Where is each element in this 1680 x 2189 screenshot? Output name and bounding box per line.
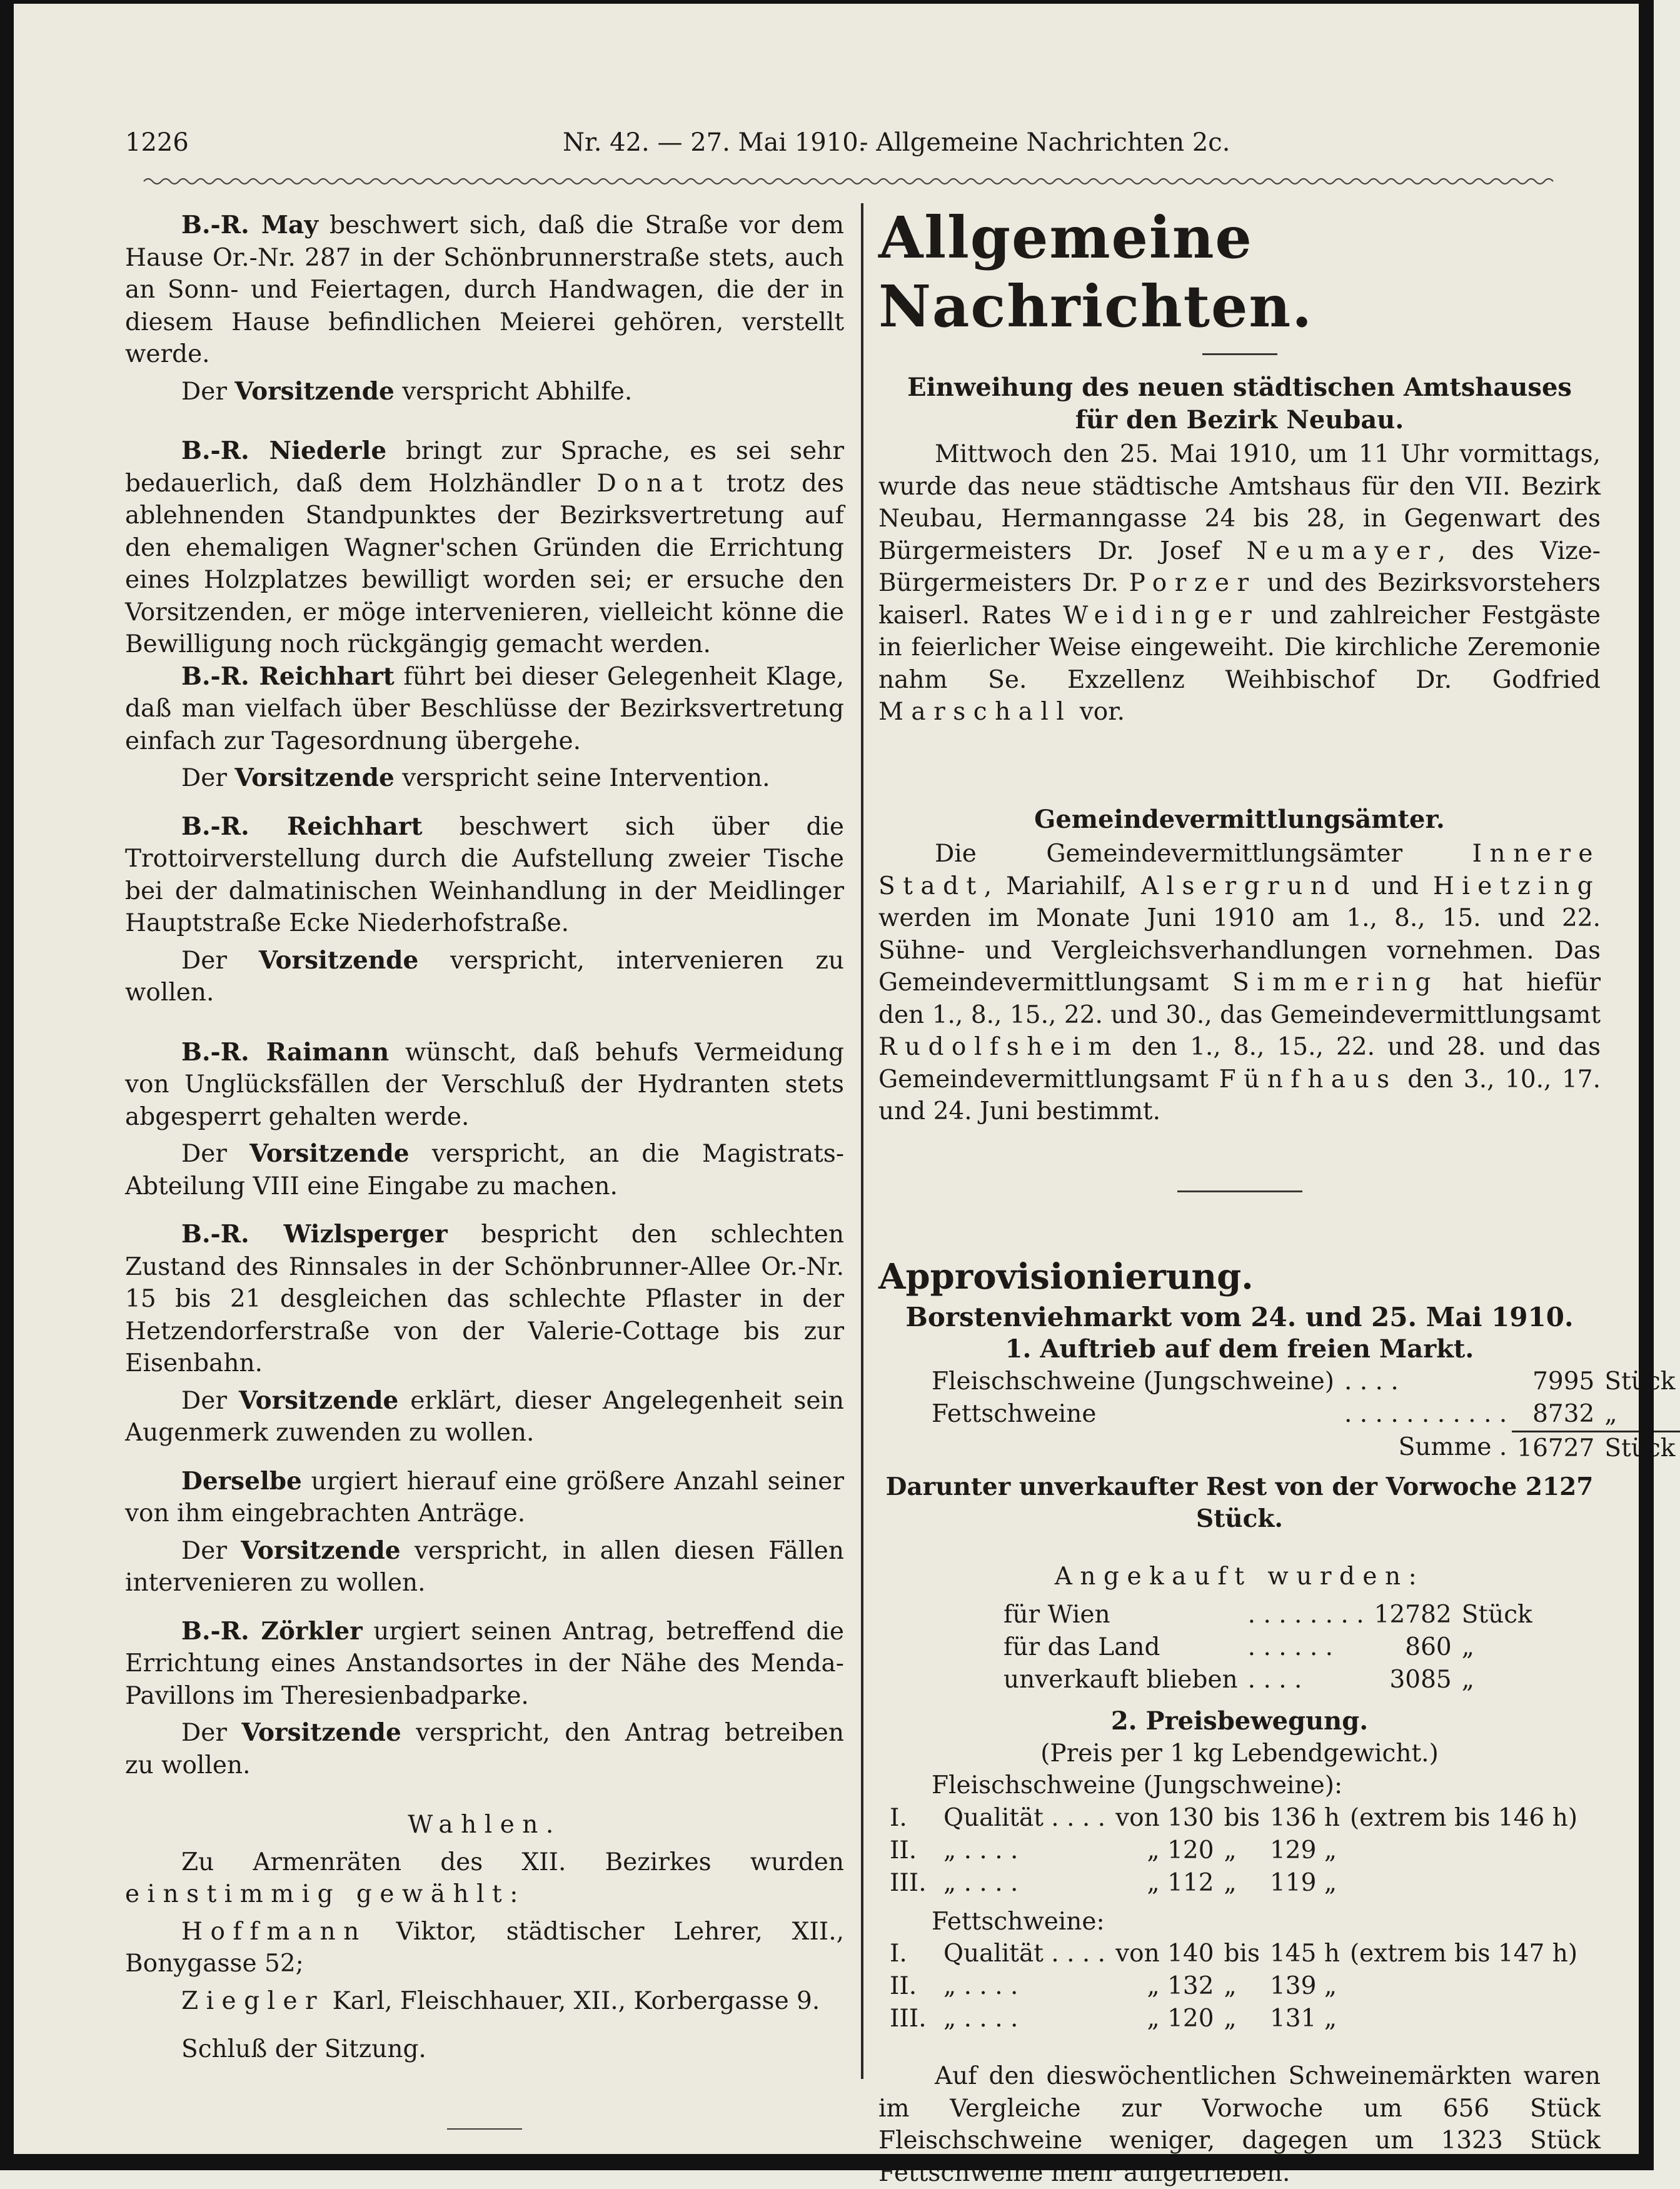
auftrieb-table bbox=[932, 1366, 1680, 1465]
wahlen-name-1: Hoffmann Viktor, städtischer Lehrer, XII., Bonygasse 52; bbox=[125, 1917, 844, 1978]
darunter-line: Darunter unverkaufter Rest von der Vorwoche 2127 Stück. bbox=[885, 1472, 1594, 1533]
section-title: - Allgemeine Nachrichten 2c. bbox=[860, 128, 1230, 157]
article-title-amtshaus: Einweihung des neuen städtischen Amtshauses für den Bezirk Neubau. bbox=[907, 373, 1572, 435]
reply-may: Der Vorsitzende verspricht Abhilfe. bbox=[181, 376, 633, 406]
page-header bbox=[125, 128, 1576, 178]
section-rule bbox=[1177, 1190, 1302, 1192]
closing-line: Schluß der Sitzung. bbox=[181, 2035, 426, 2063]
preis-title: 2. Preisbewegung. bbox=[1110, 1706, 1369, 1736]
reply-zoerkler: Der Vorsitzende verspricht, den Antrag betreiben zu wollen. bbox=[125, 1718, 845, 1779]
paragraph-wizlsperger: B.-R. Wizlsperger bespricht den schlechten Zustand des Rinnsales in der Schönbrunner-Allee Or.-Nr. 15 bis 21 desgleichen das schlechte Pflaster in der Hetzendorferstraße von der Valerie-Cottage bis zur Eisenbahn. bbox=[125, 1220, 844, 1377]
paragraph-derselbe: Derselbe urgiert hierauf eine größere Anzahl seiner von ihm eingebrachten Anträge. bbox=[125, 1466, 844, 1527]
paragraph-reichhart-2: B.-R. Reichhart beschwert sich über die Trottoirverstellung durch die Aufstellung zweier Tische bei der dalmatinischen Weinhandlung in der Meidlinger Hauptstraße Ecke Niederhofstraße. bbox=[125, 812, 844, 937]
section-heading: Allgemeine Nachrichten. bbox=[878, 204, 1313, 340]
table-row: Fettschweine . . . . . . . . . . . 8732 „ bbox=[932, 1398, 1680, 1432]
angekauft-table bbox=[1003, 1599, 1537, 1696]
issue-info: Nr. 42. — 27. Mai 1910. bbox=[563, 128, 867, 157]
column-divider bbox=[861, 203, 863, 2079]
reply-reichhart-1: Der Vorsitzende verspricht seine Intervention. bbox=[181, 763, 770, 792]
fleisch-label: Fleischschweine (Jungschweine): bbox=[932, 1771, 1343, 1799]
end-rule bbox=[447, 2128, 522, 2130]
table-row: für das Land . . . . . . 860 „ bbox=[1003, 1633, 1474, 1661]
angekauft-title: Angekauft wurden: bbox=[1054, 1562, 1425, 1591]
table-row: Summe . 16727 Stück bbox=[1398, 1433, 1676, 1462]
paragraph-zoerkler: B.-R. Zörkler urgiert seinen Antrag, betreffend die Errichtung eines Anstandsortes in der Nähe des Menda-Pavillons im Theresienbadparke. bbox=[125, 1616, 844, 1710]
left-column bbox=[125, 209, 844, 2130]
reply-wizlsperger: Der Vorsitzende erklärt, dieser Angelegenheit sein Augenmerk zuwenden zu wollen. bbox=[125, 1386, 844, 1447]
paragraph-raimann: B.-R. Raimann wünscht, daß behufs Vermeidung von Unglücksfällen der Verschluß der Hydranten stets abgesperrt gehalten werde. bbox=[125, 1037, 844, 1131]
reply-reichhart-2: Der Vorsitzende verspricht, intervenieren zu wollen. bbox=[125, 945, 844, 1007]
table-row: Fleischschweine (Jungschweine) . . . . 7995 Stück bbox=[932, 1367, 1676, 1396]
preis-subtitle: (Preis per 1 kg Lebendgewicht.) bbox=[1040, 1739, 1439, 1768]
table-row: III. „ . . . . „ 112 „ 119 „ bbox=[890, 1868, 1337, 1897]
reply-raimann: Der Vorsitzende verspricht, an die Magistrats-Abteilung VIII eine Eingabe zu machen. bbox=[125, 1139, 844, 1200]
wahlen-name-2: Ziegler Karl, Fleischhauer, XII., Korbergasse 9. bbox=[181, 1986, 820, 2015]
table-row: III. „ . . . . „ 120 „ 131 „ bbox=[890, 2005, 1337, 2033]
reply-derselbe: Der Vorsitzende verspricht, in allen diesen Fällen intervenieren zu wollen. bbox=[125, 1536, 844, 1597]
page-number: 1226 bbox=[125, 128, 189, 157]
fett-price-table bbox=[885, 1938, 1582, 2035]
table-row: für Wien . . . . . . . . 12782 Stück bbox=[1003, 1601, 1532, 1629]
article-body-vermittlung: Die Gemeindevermittlungsämter Innere Stadt, Mariahilf, Alsergrund und Hietzing werden im Monate Juni 1910 am 1., 8., 15. und 22. Sühne- und Vergleichsverhandlungen vornehmen. Das Gemeindevermittlungsamt Simmering hat hiefür den 1., 8., 15., 22. und 30., das Gemeindevermittlungsamt Rudolfsheim den 1., 8., 15., 22. und 28. und das Gemeindevermittlungsamt Fünfhaus den 3., 10., 17. und 24. Juni bestimmt. bbox=[878, 840, 1601, 1125]
paragraph-may: B.-R. May beschwert sich, daß die Straße vor dem Hause Or.-Nr. 287 in der Schönbrunnerstraße stets, auch an Sonn- und Feiertagen, durch Handwagen, die der in diesem Hause befindlichen Meierei gehören, verstellt werde. bbox=[125, 211, 844, 368]
wahlen-intro: Zu Armenräten des XII. Bezirkes wurden einstimmig gewählt: bbox=[125, 1848, 844, 1908]
fett-label: Fettschweine: bbox=[932, 1907, 1105, 1936]
heading-rule bbox=[1202, 353, 1277, 355]
table-row: unverkauft blieben . . . . 3085 „ bbox=[1003, 1666, 1474, 1694]
borstenvieh-title: Borstenviehmarkt vom 24. und 25. Mai 1910. bbox=[905, 1301, 1574, 1332]
paragraph-niederle: B.-R. Niederle bringt zur Sprache, es sei sehr bedauerlich, daß dem Holzhändler Donat trotz des ablehnenden Standpunktes der Bezirksvertretung auf den ehemaligen Wagner'schen Gründen die Errichtung eines Holzplatzes bewilligt worden sei; er ersuche den Vorsitzenden, er möge intervenieren, vielleicht könne die Bewilligung noch rückgängig gemacht werden. bbox=[125, 436, 844, 658]
wahlen-title: Wahlen. bbox=[408, 1811, 561, 1839]
table-row: I. Qualität . . . . von 130 bis 136 h (extrem bis 146 h) bbox=[890, 1803, 1578, 1832]
approvisionierung-heading: Approvisionierung. bbox=[878, 1256, 1254, 1297]
fleisch-price-table bbox=[885, 1802, 1582, 1900]
table-row: I. Qualität . . . . von 140 bis 145 h (extrem bis 147 h) bbox=[890, 1940, 1578, 1968]
table-row: II. „ . . . . „ 120 „ 129 „ bbox=[890, 1836, 1337, 1864]
header-wavy-rule bbox=[144, 175, 1557, 188]
article-body-amtshaus: Mittwoch den 25. Mai 1910, um 11 Uhr vormittags, wurde das neue städtische Amtshaus für den VII. Bezirk Neubau, Hermanngasse 24 bis 28, in Gegenwart des Bürgermeisters Dr. Josef Neumayer, des Vize-Bürgermeisters Dr. Porzer und des Bezirksvorstehers kaiserl. Rates Weidinger und zahlreicher Festgäste in feierlicher Weise eingeweiht. Die kirchliche Zeremonie nahm Se. Exzellenz Weihbischof Dr. Godfried Marschall vor. bbox=[878, 440, 1601, 726]
article-title-vermittlung: Gemeindevermittlungsämter. bbox=[1034, 804, 1445, 834]
table-row: II. „ . . . . „ 132 „ 139 „ bbox=[890, 1972, 1337, 2000]
paragraph-reichhart-1: B.-R. Reichhart führt bei dieser Gelegenheit Klage, daß man vielfach über Beschlüsse der Bezirksvertretung einfach zur Tagesordnung übergehe. bbox=[125, 662, 844, 755]
market-closing: Auf den dieswöchentlichen Schweinemärkten waren im Vergleiche zur Vorwoche um 656 Stück Fleischschweine weniger, dagegen um 1323 Stück Fettschweine mehr aufgetrieben. bbox=[878, 2062, 1601, 2187]
right-column bbox=[878, 203, 1676, 2189]
auftrieb-title: 1. Auftrieb auf dem freien Markt. bbox=[1005, 1334, 1474, 1364]
